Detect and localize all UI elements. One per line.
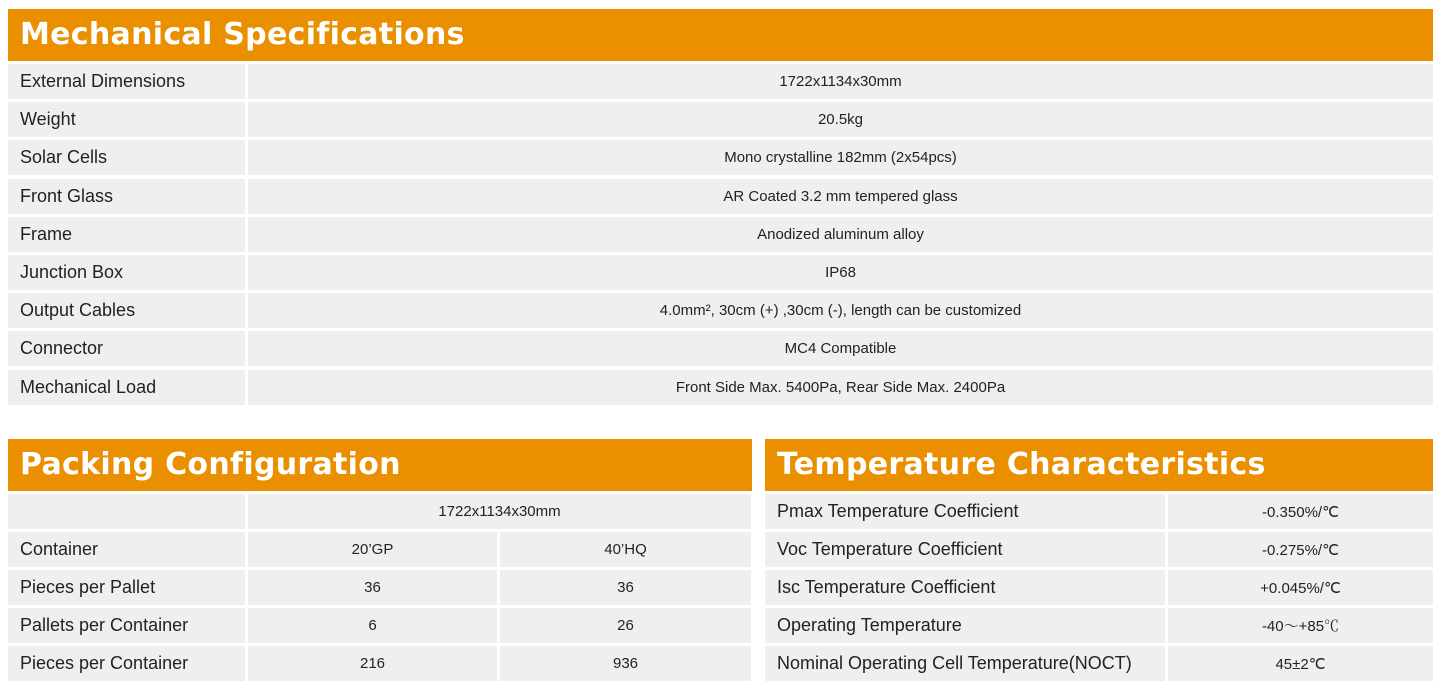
packing-value-20gp: 6 [248,608,497,643]
packing-label: Pieces per Pallet [8,570,245,605]
spec-label: Frame [8,217,245,252]
packing-value-20gp: 216 [248,646,497,681]
temperature-characteristics-title: Temperature Characteristics [765,439,1433,491]
mechanical-specifications-title: Mechanical Specifications [8,9,1433,61]
temperature-label: Operating Temperature [765,608,1165,643]
packing-row [8,570,752,605]
temperature-label: Voc Temperature Coefficient [765,532,1165,567]
temperature-label: Nominal Operating Cell Temperature(NOCT) [765,646,1165,681]
spec-label: Solar Cells [8,140,245,175]
spec-value: 4.0mm², 30cm (+) ,30cm (-), length can be customized [248,293,1433,328]
temperature-value: +0.045%/℃ [1168,570,1433,605]
spec-label: Output Cables [8,293,245,328]
spec-row [8,64,1433,99]
packing-label: Pallets per Container [8,608,245,643]
packing-dimensions-row [8,494,752,529]
spec-label: External Dimensions [8,64,245,99]
spec-value: Mono crystalline 182mm (2x54pcs) [248,140,1433,175]
spec-value: IP68 [248,255,1433,290]
spec-value: Anodized aluminum alloy [248,217,1433,252]
temperature-row [765,608,1433,643]
spec-row [8,255,1433,290]
spec-row [8,217,1433,252]
spec-value: 1722x1134x30mm [248,64,1433,99]
temperature-value: -0.275%/℃ [1168,532,1433,567]
packing-row [8,532,752,567]
spec-label: Junction Box [8,255,245,290]
packing-value-40hq: 936 [500,646,751,681]
spec-row [8,370,1433,405]
spec-row [8,102,1433,137]
temperature-label: Pmax Temperature Coefficient [765,494,1165,529]
packing-value-40hq: 40’HQ [500,532,751,567]
spec-value: 20.5kg [248,102,1433,137]
spec-row [8,331,1433,366]
packing-label: Container [8,532,245,567]
packing-configuration-title: Packing Configuration [8,439,752,491]
spec-value: MC4 Compatible [248,331,1433,366]
temperature-row [765,494,1433,529]
temperature-row [765,646,1433,681]
packing-value-20gp: 36 [248,570,497,605]
packing-row [8,646,752,681]
spec-row [8,179,1433,214]
temperature-value: 45±2℃ [1168,646,1433,681]
spec-row [8,140,1433,175]
packing-dimensions-value: 1722x1134x30mm [248,494,751,529]
spec-row [8,293,1433,328]
temperature-value: -0.350%/℃ [1168,494,1433,529]
packing-value-20gp: 20’GP [248,532,497,567]
temperature-row [765,570,1433,605]
spec-label: Connector [8,331,245,366]
temperature-label: Isc Temperature Coefficient [765,570,1165,605]
packing-label: Pieces per Container [8,646,245,681]
temperature-row [765,532,1433,567]
spec-label: Weight [8,102,245,137]
packing-value-40hq: 26 [500,608,751,643]
spec-value: AR Coated 3.2 mm tempered glass [248,179,1433,214]
packing-dimensions-empty-cell [8,494,245,529]
packing-value-40hq: 36 [500,570,751,605]
spec-label: Front Glass [8,179,245,214]
temperature-value: -40～+85℃ [1168,608,1433,643]
spec-value: Front Side Max. 5400Pa, Rear Side Max. 2400Pa [248,370,1433,405]
spec-label: Mechanical Load [8,370,245,405]
packing-row [8,608,752,643]
